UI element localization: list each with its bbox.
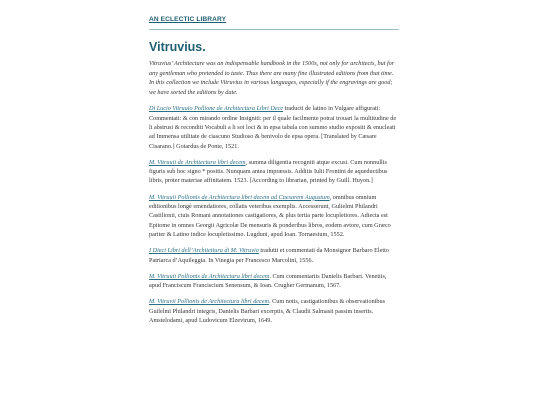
book-description: . Cum commentariis Danielis Barbari. Venetiis, apud Franciscum Franciscium Senensum, & Ioan. Crugher Germanum, 1567. [149,272,387,290]
book-link[interactable]: M. Vitruuii Pollionis de Architectura libri decem [149,272,270,280]
book-description: tradutti et commentati da Monsignor Barbaro Eletto Patriarca d’Aquileggia. In Vinegia per Francesco Marcolini, 1556. [149,247,389,264]
book-description: , summa diligentia recogniti atque excusi. Cum nonnullis figuris sub hoc signo * positis. Nunquam antea impræssis. Additis Iulii Frontini de aqueductibus libris, proter materiae affinitatem. 1523. [According to librarian, printed by Guill. Huyon.] [149,158,388,185]
book-link[interactable]: I Dieci Libri dell’Architettura di M. Vitruvio [149,247,259,255]
site-home-link[interactable]: AN ECLECTIC LIBRARY [149,16,227,23]
intro-paragraph: Vitruvius’ Architecture was an indispensable handbook in the 1500s, not only for architects, but for any gentleman who pretended to taste. Thus there are many fine illustrated editions from that time. In this collection we include Vitruvius in various languages, especially if the engravings are good; we have sorted the editions by date. [149,60,395,96]
header-divider [149,29,399,30]
book-link[interactable]: M. Vitruvii Pollionis de Architectura libri decem [149,298,270,306]
book-link[interactable]: M. Vitruuii Pollionis de Architectura libri decem ad Caesarem Augustum [149,193,330,201]
list-item [149,158,399,186]
book-link[interactable]: M. Vitruuii de Architectura libri decem [149,158,246,166]
book-description: . Cum notis, castigationibus & observationibus Guilelmi Philandri integris, Danielis Barbari excerptis, & Claudii Salmasii passim insertis. Amstelodami, apud Ludovicum Elzevirum, 1649. [149,298,386,325]
list-item [149,272,399,291]
list-item [149,297,399,325]
list-item [149,193,399,239]
list-item [149,104,399,150]
book-link[interactable]: Di Lucio Vitruuio Pollione de Architectura Libri Dece [149,105,284,113]
list-item [149,246,399,265]
page-title: Vitruvius. [149,40,206,54]
book-description: traducti de latino in Vulgare affigurati: Commentati: & con mirando ordine Insigniti: per il quale facilmente potrai trouari la multitudine de li abstrusi & reconditi Vocabuli a li soi loci & in epsa tabula con summo studio expositi & enucleati ad Immensa utilitate de ciascuno Studioso & benivolo de epsa opera. [Translated by Cæsare Cisarano.] Gotardus de Ponte, 1521. [149,105,397,150]
book-description: , omnibus omnium editionibus longè emendatiores, collatis veteribus exemplis. Accesserunt, Gulielmi Philandri Castilionii, ciuis Romani annotationes castigatiores, & plus tertia parte locupletiores. Adiecta est Epitome in omnes Georgii Agricolæ De mensuris & ponderibus libros, eodem avtore, cum Græco pariter & Latino indice locupletissimo. Lugduni, apud Ioan. Tornaesium, 1552. [149,193,391,238]
page-content [149,8,399,332]
